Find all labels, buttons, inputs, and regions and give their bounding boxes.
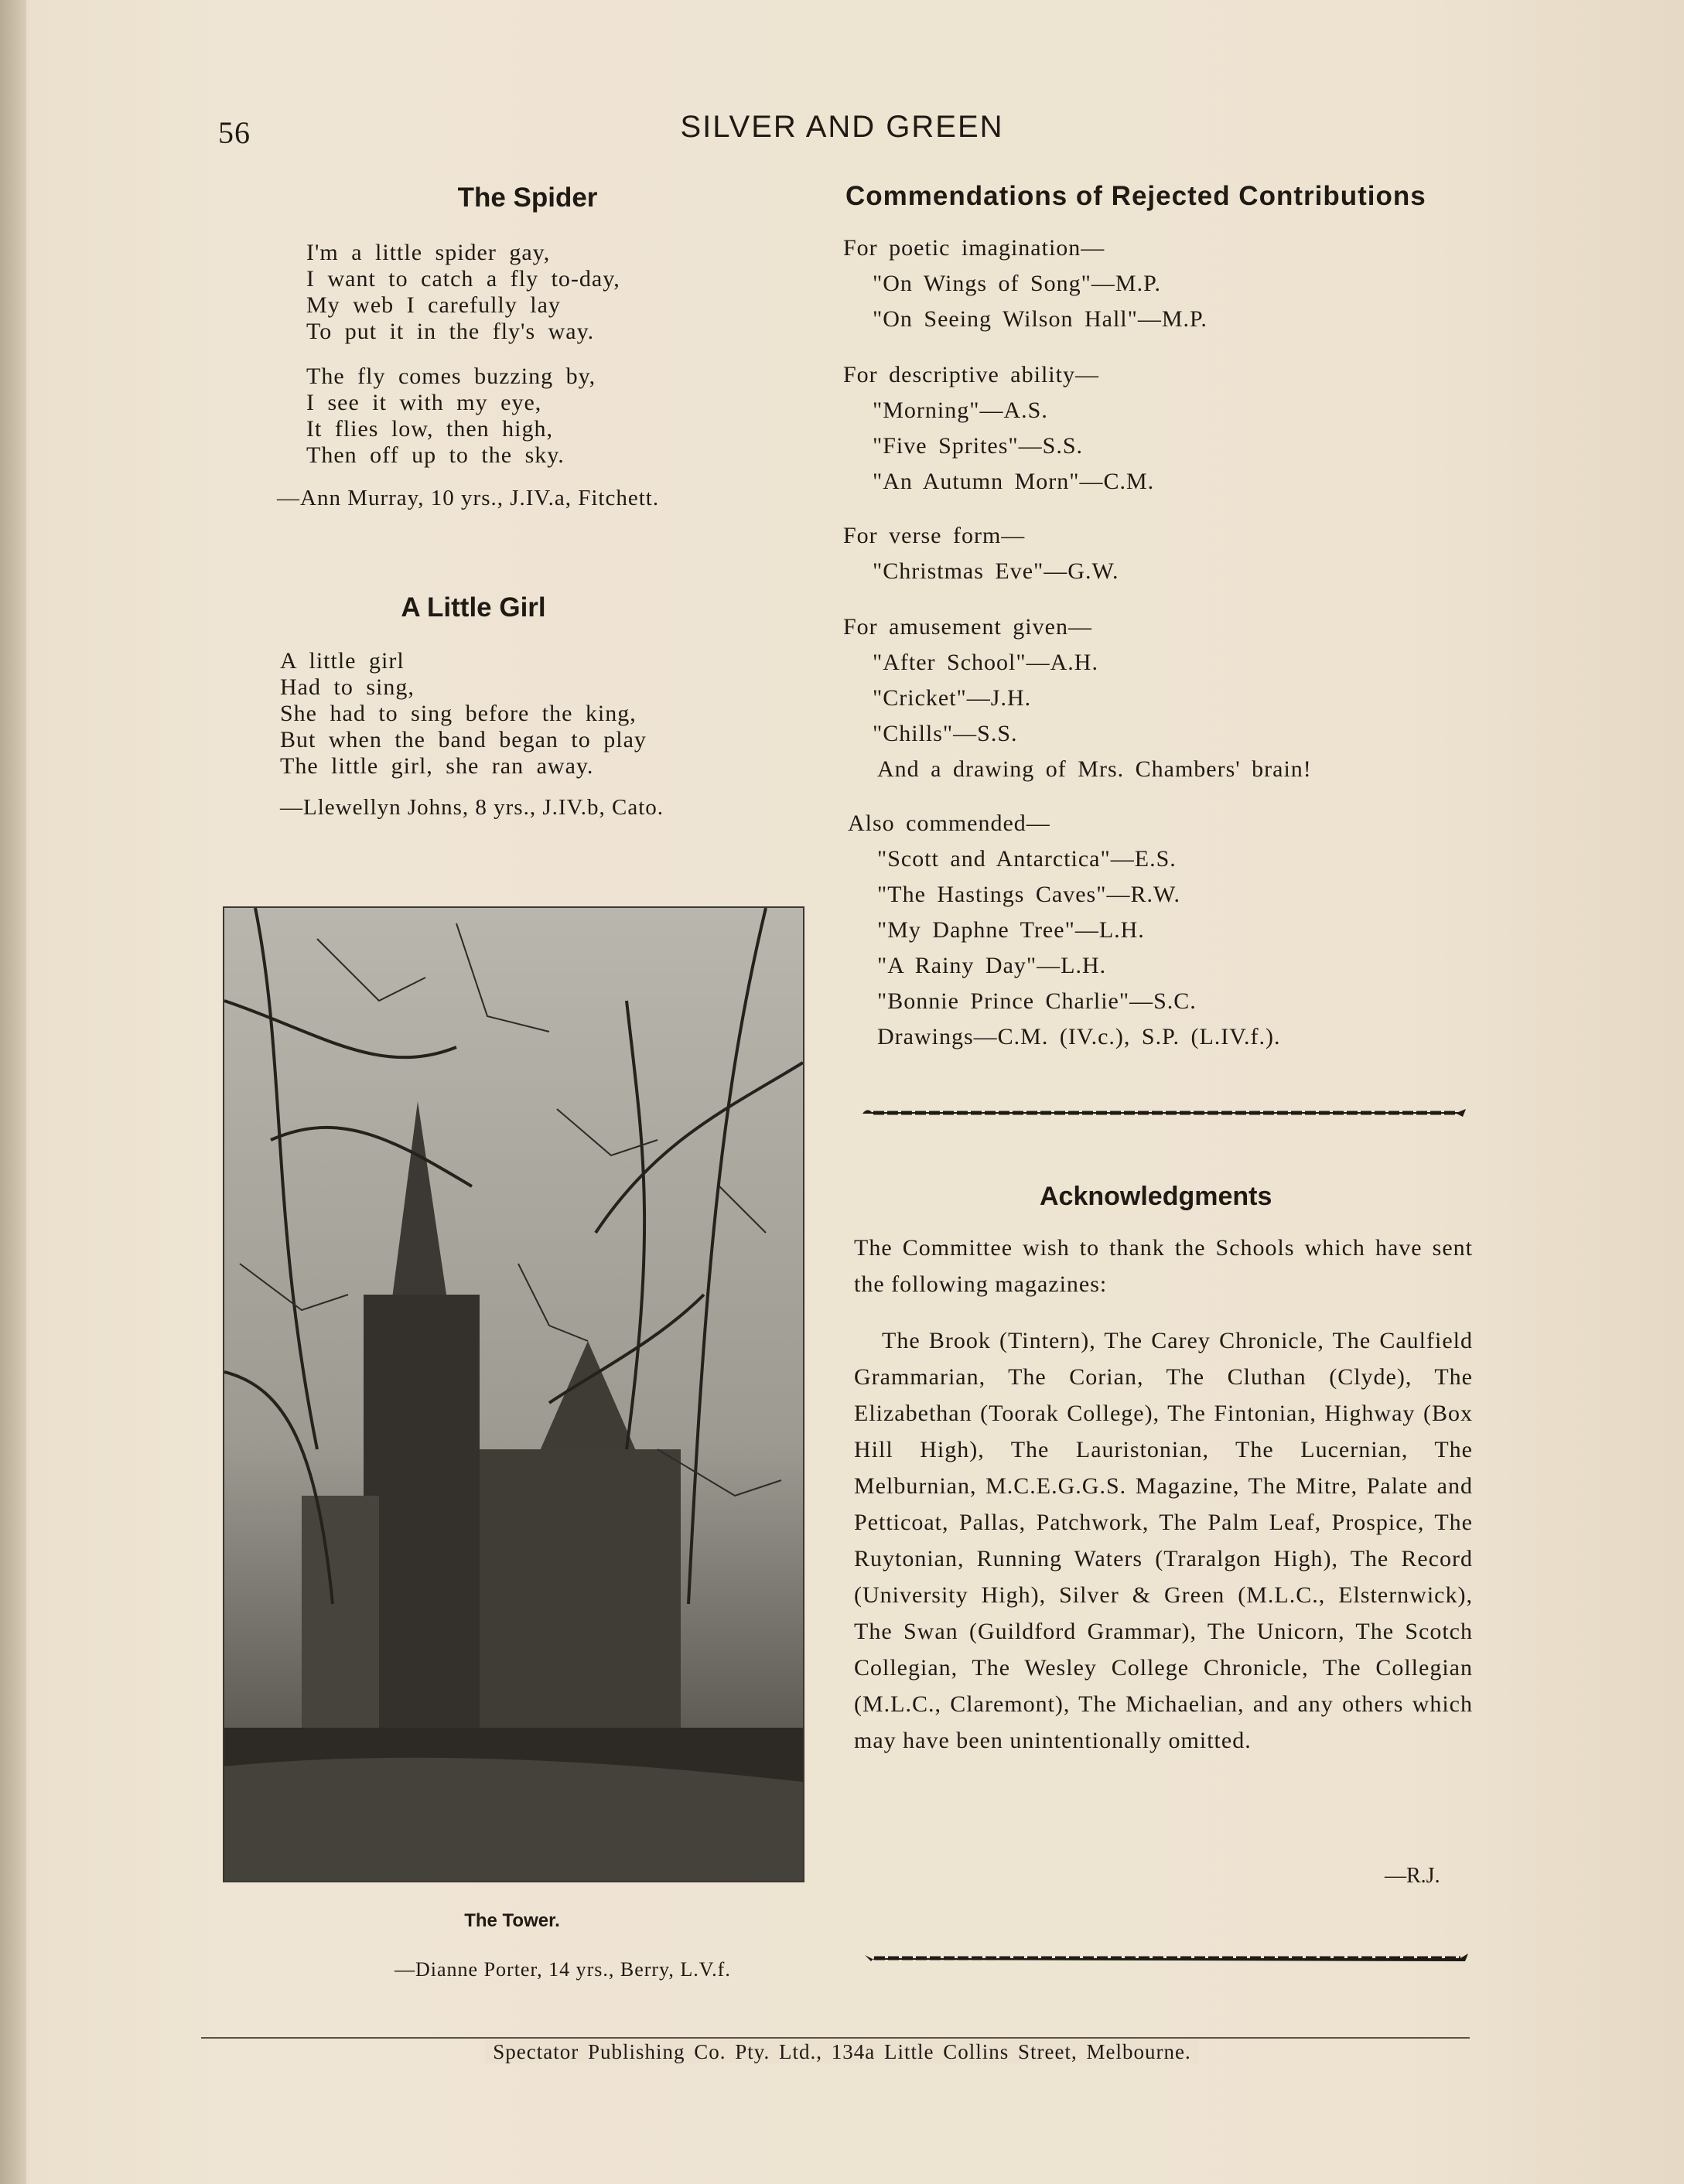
commendation-item: Drawings—C.M. (IV.c.), S.P. (L.IV.f.).	[877, 1024, 1281, 1049]
poem-line: I see it with my eye,	[306, 390, 542, 415]
spider-stanza-2	[306, 363, 596, 469]
poem-line: My web I carefully lay	[306, 292, 561, 318]
commendation-item: "Chills"—S.S.	[873, 721, 1018, 746]
tower-photograph	[223, 906, 804, 1882]
commendation-item: "My Daphne Tree"—L.H.	[877, 917, 1145, 943]
acknowledgments-title: Acknowledgments	[1040, 1182, 1272, 1211]
footer-imprint	[0, 2025, 1684, 2063]
footer-imprint-text: Spectator Publishing Co. Pty. Ltd., 134a Little Collins Street, Melbourne.	[485, 2040, 1198, 2063]
acknowledgments-intro: The Committee wish to thank the Schools which have sent the following magazines:	[854, 1235, 1473, 1297]
little-girl-poem	[280, 648, 647, 780]
commendation-item: "Christmas Eve"—G.W.	[873, 558, 1119, 584]
tower-photo-image	[224, 908, 803, 1881]
commendation-item: "The Hastings Caves"—R.W.	[877, 882, 1181, 907]
commendation-item: "An Autumn Morn"—C.M.	[873, 469, 1155, 494]
acknowledgments-signoff: —R.J.	[1385, 1864, 1440, 1888]
commendation-item: "Cricket"—J.H.	[873, 685, 1032, 711]
poem-line: But when the band began to play	[280, 727, 647, 752]
commendation-heading: For descriptive ability—	[843, 362, 1099, 387]
poem-line: The fly comes buzzing by,	[306, 363, 596, 389]
ornamental-divider	[865, 1952, 1468, 1963]
commendation-heading: For amusement given—	[843, 614, 1092, 640]
commendation-item: "Five Sprites"—S.S.	[873, 433, 1084, 459]
commendation-heading: Also commended—	[848, 810, 1050, 836]
commendation-item: "On Wings of Song"—M.P.	[873, 271, 1161, 296]
spider-credit: —Ann Murray, 10 yrs., J.IV.a, Fitchett.	[277, 486, 660, 510]
poem-line: Then off up to the sky.	[306, 442, 565, 468]
ornamental-divider	[862, 1107, 1466, 1118]
commendation-item: "A Rainy Day"—L.H.	[877, 953, 1107, 978]
commendation-item: "Scott and Antarctica"—E.S.	[877, 846, 1177, 872]
poem-line: Had to sing,	[280, 674, 415, 700]
poem-line: To put it in the fly's way.	[306, 319, 595, 344]
commendation-note: And a drawing of Mrs. Chambers' brain!	[877, 756, 1312, 782]
photo-credit: —Dianne Porter, 14 yrs., Berry, L.V.f.	[395, 1958, 731, 1981]
commendation-heading: For verse form—	[843, 523, 1026, 548]
commendation-heading: For poetic imagination—	[843, 235, 1105, 261]
running-title: SILVER AND GREEN	[680, 110, 1004, 144]
spider-stanza-1	[306, 240, 620, 345]
page-binding-edge	[0, 0, 26, 2184]
poem-line: She had to sing before the king,	[280, 701, 637, 726]
poem-line: I'm a little spider gay,	[306, 240, 551, 265]
commendation-item: "Bonnie Prince Charlie"—S.C.	[877, 988, 1197, 1014]
commendation-item: "On Seeing Wilson Hall"—M.P.	[873, 306, 1207, 332]
commendation-item: "Morning"—A.S.	[873, 398, 1048, 423]
poem-line: It flies low, then high,	[306, 416, 554, 442]
commendation-item: "After School"—A.H.	[873, 650, 1098, 675]
poem-line: The little girl, she ran away.	[280, 753, 594, 779]
little-girl-title: A Little Girl	[401, 592, 546, 623]
page-number: 56	[218, 115, 251, 150]
acknowledgments-body: The Brook (Tintern), The Carey Chronicle, The Caulfield Grammarian, The Corian, The Cluthan (Clyde), The Elizabethan (Toorak College), The Fintonian, Highway (Box Hill High), The Lauristonian, The Lucernian, The Melburnian, M.C.E.G.G.S. Magazine, The Mitre, Palate and Petticoat, Pallas, Patchwork, The Palm Leaf, Prospice, The Ruytonian, Running Waters (Traralgon High), The Record (University High), Silver & Green (M.L.C., Elsternwick), The Swan (Guildford Grammar), The Unicorn, The Scotch Collegian, The Wesley College Chronicle, The Collegian (M.L.C., Claremont), The Michaelian, and any others which may have been unintentionally omitted.	[854, 1328, 1473, 1753]
spider-title: The Spider	[457, 183, 598, 213]
little-girl-credit: —Llewellyn Johns, 8 yrs., J.IV.b, Cato.	[280, 795, 664, 820]
commendations-title: Commendations of Rejected Contributions	[845, 181, 1426, 211]
poem-line: A little girl	[280, 648, 405, 674]
photo-caption: The Tower.	[464, 1910, 560, 1931]
poem-line: I want to catch a fly to-day,	[306, 266, 620, 292]
